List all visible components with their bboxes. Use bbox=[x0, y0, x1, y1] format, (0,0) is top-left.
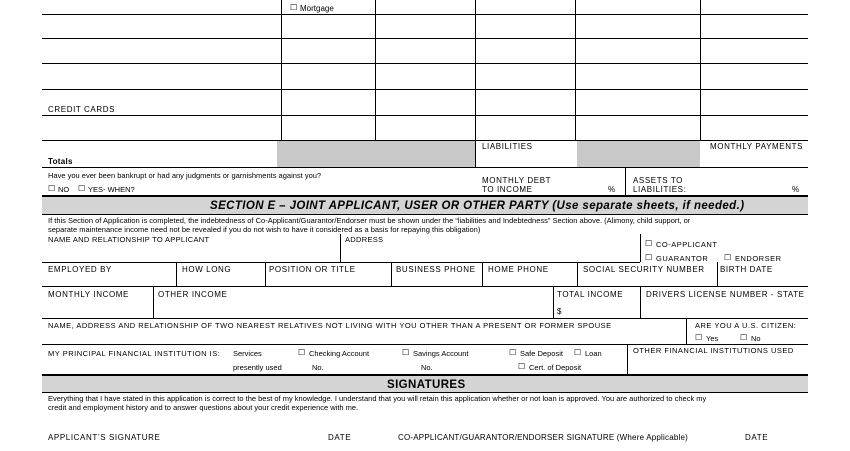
debt-percent-sign: % bbox=[608, 185, 616, 194]
savings-no-label: No. bbox=[421, 363, 433, 372]
ssn-label: SOCIAL SECURITY NUMBER bbox=[583, 265, 705, 274]
position-title-label: POSITION OR TITLE bbox=[269, 265, 356, 274]
totals-label: Totals bbox=[48, 157, 73, 166]
applicant-signature-label: APPLICANT’S SIGNATURE bbox=[48, 433, 161, 442]
citizen-no-label: No bbox=[751, 334, 761, 343]
total-income-label: TOTAL INCOME bbox=[557, 290, 624, 299]
assets-percent-sign: % bbox=[792, 185, 800, 194]
checking-no-label: No. bbox=[312, 363, 324, 372]
bankrupt-yes-label: YES- WHEN? bbox=[88, 185, 135, 194]
guarantor-label: GUARANTOR bbox=[656, 254, 709, 263]
signature-statement-1: Everything that I have stated in this application is correct to the best of my knowledge. I understand that you will retain this application whether or not loan is approved. You are authorized to check my bbox=[48, 394, 707, 403]
checking-label: Checking Account bbox=[309, 349, 370, 358]
home-phone-label: HOME PHONE bbox=[488, 265, 549, 274]
section-e-title: SECTION E – JOINT APPLICANT, USER OR OTHER PARTY (Use separate sheets, if needed.) bbox=[210, 200, 745, 212]
bankrupt-no-label: NO bbox=[58, 185, 70, 194]
other-fi-label: OTHER FINANCIAL INSTITUTIONS USED bbox=[633, 346, 794, 355]
bankrupt-no-checkbox[interactable] bbox=[48, 184, 55, 193]
drivers-license-label: DRIVERS LICENSE NUMBER - STATE bbox=[646, 290, 805, 299]
services-label: Services bbox=[233, 349, 262, 358]
address-label: ADDRESS bbox=[345, 235, 384, 244]
safe-deposit-checkbox[interactable] bbox=[509, 348, 516, 357]
assets-label-2: LIABILITIES: bbox=[633, 185, 687, 194]
cert-deposit-label: Cert. of Deposit bbox=[529, 363, 582, 372]
guarantor-checkbox[interactable] bbox=[645, 253, 652, 262]
safe-deposit-label: Safe Deposit bbox=[520, 349, 563, 358]
name-relationship-label: NAME AND RELATIONSHIP TO APPLICANT bbox=[48, 235, 210, 244]
mortgage-checkbox[interactable] bbox=[290, 3, 298, 12]
section-e-note-1: If this Section of Application is completed, the indebtedness of Co-Applicant/Guarantor/Endorser must be shown under the “liabilities and Indebtedness” Section above. (Alimony, child support, or bbox=[48, 216, 691, 225]
co-signature-label: CO-APPLICANT/GUARANTOR/ENDORSER SIGNATURE (Where Applicable) bbox=[398, 433, 688, 442]
other-income-label: OTHER INCOME bbox=[158, 290, 228, 299]
loan-checkbox[interactable] bbox=[574, 348, 581, 357]
endorser-label: ENDORSER bbox=[735, 254, 782, 263]
totals-shaded-cell bbox=[277, 141, 475, 167]
section-e-note-2: separate maintenance income need not be revealed if you do not wish to have it considered as a basis for repaying this obligation) bbox=[48, 225, 481, 234]
presently-used-label: presently used bbox=[233, 363, 282, 372]
checking-checkbox[interactable] bbox=[298, 348, 305, 357]
liabilities-shaded-cell bbox=[577, 141, 700, 167]
cert-deposit-checkbox[interactable] bbox=[518, 362, 525, 371]
monthly-debt-label-1: MONTHLY DEBT bbox=[482, 176, 552, 185]
birth-date-label: BIRTH DATE bbox=[720, 265, 773, 274]
total-income-dollar: $ bbox=[557, 307, 563, 316]
co-date-label: DATE bbox=[745, 433, 769, 442]
credit-cards-label: CREDIT CARDS bbox=[48, 105, 116, 114]
co-applicant-label: CO-APPLICANT bbox=[656, 240, 718, 249]
us-citizen-label: ARE YOU A U.S. CITIZEN: bbox=[695, 321, 797, 330]
co-applicant-checkbox[interactable] bbox=[645, 239, 652, 248]
monthly-payments-label: MONTHLY PAYMENTS bbox=[710, 142, 804, 151]
savings-label: Savings Account bbox=[413, 349, 469, 358]
applicant-date-label: DATE bbox=[328, 433, 352, 442]
savings-checkbox[interactable] bbox=[402, 348, 409, 357]
assets-label-1: ASSETS TO bbox=[633, 176, 684, 185]
bankrupt-yes-checkbox[interactable] bbox=[78, 184, 85, 193]
monthly-debt-label-2: TO INCOME bbox=[482, 185, 533, 194]
citizen-yes-checkbox[interactable] bbox=[695, 333, 702, 342]
principal-fi-label: MY PRINCIPAL FINANCIAL INSTITUTION IS: bbox=[48, 349, 221, 358]
employed-by-label: EMPLOYED BY bbox=[48, 265, 112, 274]
signatures-title: SIGNATURES bbox=[387, 379, 466, 391]
endorser-checkbox[interactable] bbox=[724, 253, 731, 262]
monthly-income-label: MONTHLY INCOME bbox=[48, 290, 129, 299]
citizen-yes-label: Yes bbox=[706, 334, 719, 343]
citizen-no-checkbox[interactable] bbox=[740, 333, 747, 342]
relatives-label: NAME, ADDRESS AND RELATIONSHIP OF TWO NEAREST RELATIVES NOT LIVING WITH YOU OTHER THAN A PRESENT OR FORMER SPOUSE bbox=[48, 321, 612, 330]
how-long-label: HOW LONG bbox=[182, 265, 232, 274]
business-phone-label: BUSINESS PHONE bbox=[396, 265, 476, 274]
signature-statement-2: credit and employment history and to answer questions about your credit experience with me. bbox=[48, 403, 359, 412]
loan-label: Loan bbox=[585, 349, 602, 358]
liabilities-label: LIABILITIES bbox=[482, 142, 533, 151]
bankrupt-question: Have you ever been bankrupt or had any judgments or garnishments against you? bbox=[48, 171, 322, 180]
mortgage-label: Mortgage bbox=[300, 4, 334, 13]
